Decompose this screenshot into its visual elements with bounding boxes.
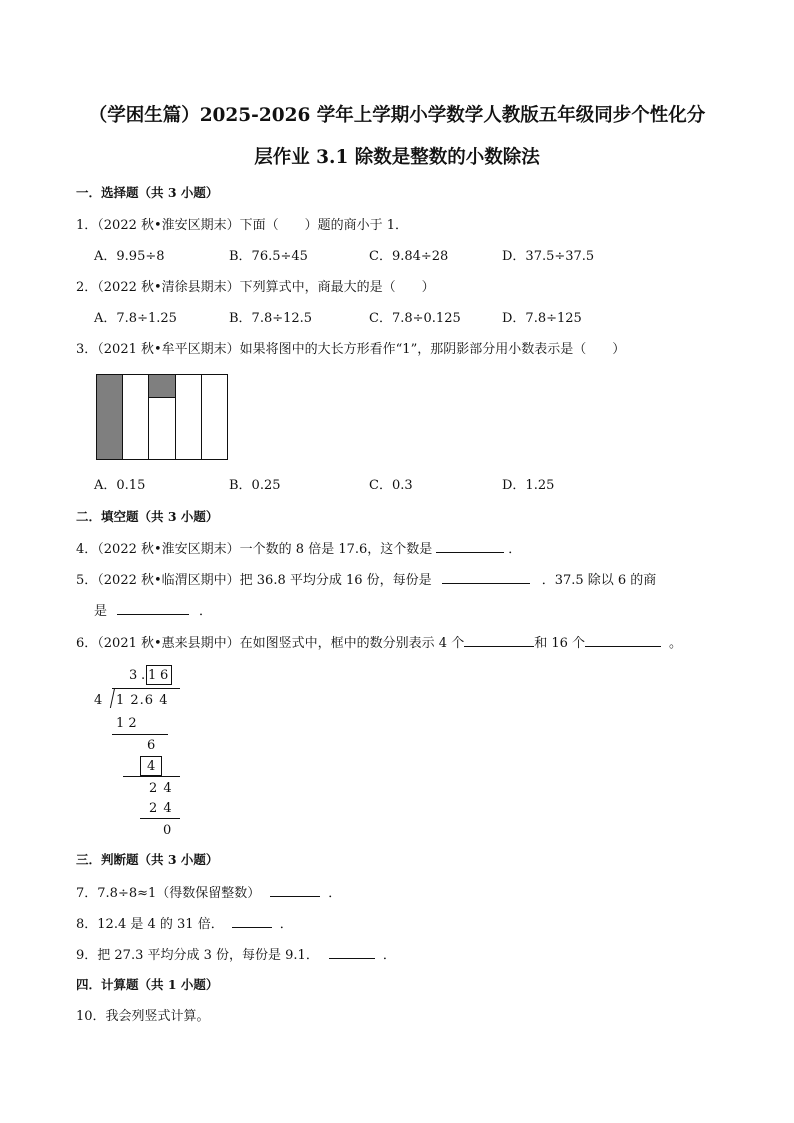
q1-option-b: B．76.5÷45: [229, 249, 308, 264]
question-5: [76, 570, 656, 590]
q2-option-b: B．7.8÷12.5: [229, 311, 313, 326]
q6-text: 6．（2021 秋•惠来县期中）在如图竖式中，框中的数分别表示 4 个: [76, 636, 465, 651]
section-heading-fill: 二．填空题（共 3 小题）: [76, 509, 219, 524]
step-boxed-digit: 4: [147, 759, 156, 774]
step-subtract-2: 2 4: [149, 801, 173, 816]
step-carry: 2 4: [149, 781, 173, 796]
q4-tail: ．: [508, 542, 522, 557]
quotient-digit: 1: [148, 668, 157, 683]
step-subtract-1: 1 2: [116, 716, 137, 731]
q1-option-d: D．37.5÷37.5: [502, 249, 595, 264]
q1-option-a: A．9.95÷8: [94, 249, 165, 264]
step-remainder-1: 6: [147, 738, 156, 753]
question-8: [76, 914, 293, 934]
shaded-half: [149, 375, 174, 398]
q9-tail: ．: [382, 948, 396, 963]
question-5-line-2: [94, 601, 212, 621]
q6-answer-blank-1[interactable]: [464, 633, 534, 647]
q4-answer-blank[interactable]: [436, 539, 504, 553]
q3-option-c: C．0.3: [369, 478, 413, 493]
question-6: [76, 633, 682, 653]
final-remainder: 0: [163, 823, 172, 838]
divisor: 4: [94, 693, 103, 708]
section-heading-judge: 三．判断题（共 3 小题）: [76, 852, 219, 867]
question-10: 10．我会列竖式计算。: [76, 1009, 210, 1024]
q5-answer-blank-2[interactable]: [117, 601, 189, 615]
quotient-dot: .: [141, 668, 146, 683]
q8-answer-blank[interactable]: [232, 914, 272, 928]
quotient-digit: 3: [129, 668, 138, 683]
question-7: [76, 883, 341, 903]
quotient-boxed-digit: 6: [160, 668, 169, 683]
section-heading-choice: 一．选择题（共 3 小题）: [76, 185, 219, 200]
strip: [123, 375, 149, 459]
q2-option-d: D．7.8÷125: [502, 311, 582, 326]
q5-mid: ．37.5 除以 6 的商: [541, 573, 657, 588]
q3-option-a: A．0.15: [94, 478, 146, 493]
step-line: [140, 818, 180, 819]
step-line: [123, 776, 180, 777]
question-1: 1．（2022 秋•淮安区期末）下面（ ）题的商小于 1．: [76, 218, 409, 233]
question-4: [76, 539, 521, 559]
strip: [202, 375, 227, 459]
q5-tail: ．: [199, 604, 213, 619]
q5-text: 5．（2022 秋•临渭区期中）把 36.8 平均分成 16 份，每份是: [76, 573, 432, 588]
q9-text: 9．把 27.3 平均分成 3 份，每份是 9.1．: [76, 948, 319, 963]
q6-mid: 和 16 个: [534, 636, 586, 651]
q5-answer-blank-1[interactable]: [442, 570, 530, 584]
q6-answer-blank-2[interactable]: [585, 633, 661, 647]
q2-option-a: A．7.8÷1.25: [94, 311, 177, 326]
step-line: [112, 734, 168, 735]
section-heading-calc: 四．计算题（共 1 小题）: [76, 977, 219, 992]
title-line-2: 层作业 3.1 除数是整数的小数除法: [254, 147, 540, 168]
q7-answer-blank[interactable]: [270, 883, 320, 897]
q6-tail: 。: [669, 636, 683, 651]
q8-tail: ．: [279, 917, 293, 932]
division-bracket: [110, 688, 115, 708]
q7-text: 7．7.8÷8≈1（得数保留整数）: [76, 886, 261, 901]
q9-answer-blank[interactable]: [329, 945, 375, 959]
half-shaded-strip: [149, 375, 175, 459]
q8-text: 8．12.4 是 4 的 31 倍．: [76, 917, 224, 932]
shaded-strip: [97, 375, 123, 459]
q1-option-c: C．9.84÷28: [369, 249, 449, 264]
question-2: 2．（2022 秋•清徐县期末）下列算式中，商最大的是（ ）: [76, 280, 435, 295]
question-3: 3．（2021 秋•牟平区期末）如果将图中的大长方形看作“1”，那阴影部分用小数表示是（ ）: [76, 342, 626, 357]
q2-option-c: C．7.8÷0.125: [369, 311, 461, 326]
q4-text: 4．（2022 秋•淮安区期末）一个数的 8 倍是 17.6，这个数是: [76, 542, 433, 557]
dividend: 1 2.6 4: [116, 693, 169, 708]
q3-option-b: B．0.25: [229, 478, 281, 493]
q7-tail: ．: [328, 886, 342, 901]
strip: [176, 375, 202, 459]
question-9: [76, 945, 396, 965]
q3-option-d: D．1.25: [502, 478, 555, 493]
division-bar: [112, 688, 180, 689]
rectangle-figure: [96, 374, 228, 460]
title-line-1: （学困生篇）2025-2026 学年上学期小学数学人教版五年级同步个性化分: [88, 105, 706, 126]
q5-line2-prefix: 是: [94, 604, 108, 619]
